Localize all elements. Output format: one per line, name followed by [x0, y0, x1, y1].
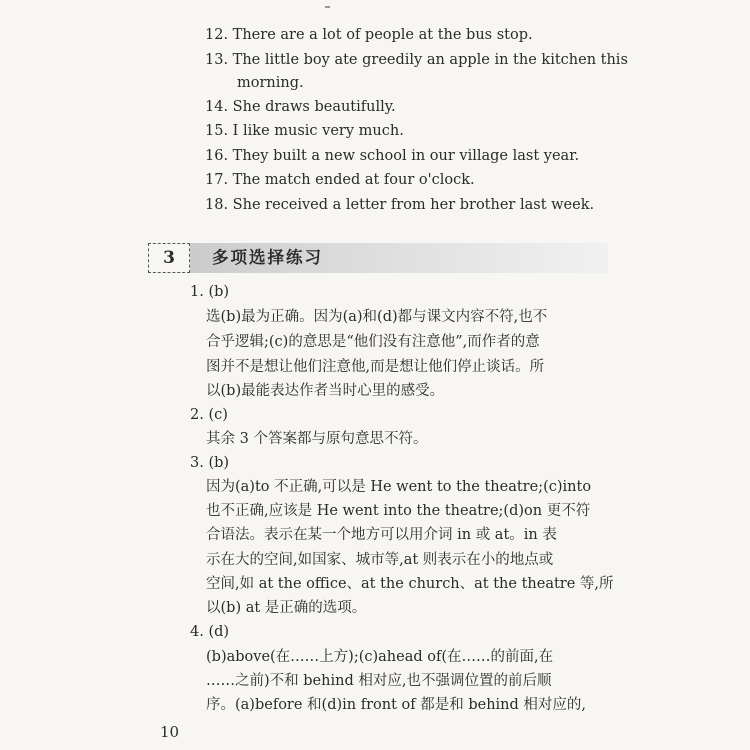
explanation-line: 合乎逻辑;(c)的意思是“他们没有注意他”,而作者的意: [206, 334, 540, 350]
answer-item: 18. She received a letter from her brother last week.: [205, 197, 595, 213]
question-label: 1. (b): [190, 284, 230, 300]
answer-item: 12. There are a lot of people at the bus stop.: [205, 27, 533, 43]
page-number: 10: [160, 723, 180, 741]
answer-item: 14. She draws beautifully.: [205, 99, 396, 115]
answer-item: 15. I like music very much.: [205, 123, 404, 139]
explanation-line: 选(b)最为正确。因为(a)和(d)都与课文内容不符,也不: [206, 309, 548, 325]
answer-item: 17. The match ended at four o'clock.: [205, 172, 475, 188]
answer-item: 13. The little boy ate greedily an apple in the kitchen this: [205, 52, 628, 68]
explanation-line: 以(b) at 是正确的选项。: [206, 600, 367, 616]
explanation-line: 合语法。表示在某一个地方可以用介词 in 或 at。in 表: [206, 527, 557, 543]
explanation-line: (b)above(在……上方);(c)ahead of(在……的前面,在: [206, 649, 554, 665]
question-label: 3. (b): [190, 455, 230, 471]
explanation-line: 图并不是想让他们注意他,而是想让他们停止谈话。所: [206, 359, 545, 375]
explanation-line: 序。(a)before 和(d)in front of 都是和 behind 相对应的,: [206, 697, 587, 713]
explanation-line: 其余 3 个答案都与原句意思不符。: [206, 431, 428, 447]
scan-speck: [325, 6, 330, 8]
explanation-line: 因为(a)to 不正确,可以是 He went to the theatre;(c)into: [206, 479, 592, 495]
explanation-line: 示在大的空间,如国家、城市等,at 则表示在小的地点或: [206, 552, 554, 568]
explanation-line: ……之前)不和 behind 相对应,也不强调位置的前后顺: [206, 673, 552, 689]
section-title: 多项选择练习: [212, 248, 323, 267]
answer-item-continuation: morning.: [237, 75, 304, 91]
question-label: 2. (c): [190, 407, 228, 423]
section-number: 3: [148, 243, 190, 273]
question-label: 4. (d): [190, 624, 230, 640]
explanation-line: 空间,如 at the office、at the church、at the theatre 等,所: [206, 576, 614, 592]
explanation-line: 也不正确,应该是 He went into the theatre;(d)on 更不符: [206, 503, 591, 519]
answer-item: 16. They built a new school in our village last year.: [205, 148, 580, 164]
explanation-line: 以(b)最能表达作者当时心里的感受。: [206, 383, 445, 399]
